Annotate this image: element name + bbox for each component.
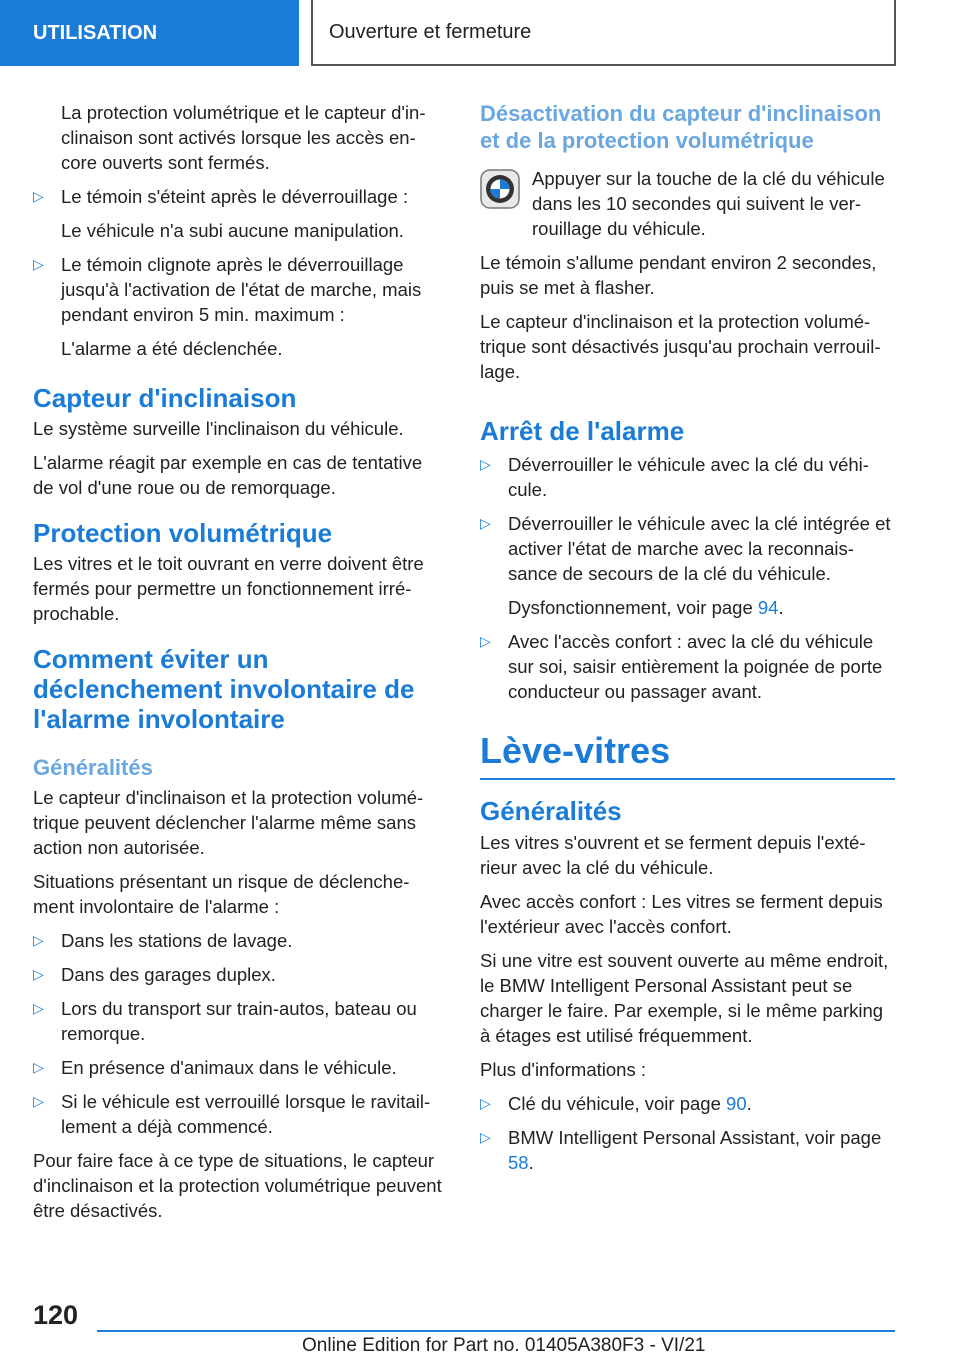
bullet-sub-text: Le véhicule n'a subi aucune manipulation. xyxy=(61,220,404,241)
section-tab xyxy=(0,0,299,66)
page-link[interactable]: 94 xyxy=(757,597,779,618)
list-item: ▷ Clé du véhicule, voir page 90. xyxy=(480,1093,752,1114)
triangle-bullet-icon: ▷ xyxy=(480,633,491,649)
intro-paragraph: La protection volumétrique et le capteur d'inclinaison sont activés lorsque les accès encore ouverts sont fermés. xyxy=(61,102,426,173)
triangle-bullet-icon: ▷ xyxy=(33,188,44,204)
triangle-bullet-icon: ▷ xyxy=(480,456,491,472)
chapter-title: Ouverture et fermeture xyxy=(329,20,532,43)
triangle-bullet-icon: ▷ xyxy=(480,515,491,531)
left-column xyxy=(33,100,443,1232)
heading-arret: Arrêt de l'alarme xyxy=(480,416,685,446)
list-item: ▷ Le témoin clignote après le déverrouillage jusqu'à l'activation de l'état de marche, mais pendant environ 5 min. maximum : xyxy=(33,254,422,325)
list-item: ▷ Le témoin s'éteint après le déverrouillage : xyxy=(33,186,409,207)
footer-divider xyxy=(97,1330,895,1332)
list-item: ▷ Lors du transport sur train-autos, bateau ou remorque. xyxy=(33,998,417,1044)
paragraph: L'alarme réagit par exemple en cas de tentative de vol d'une roue ou de remorquage. xyxy=(33,452,423,498)
triangle-bullet-icon: ▷ xyxy=(480,1129,491,1145)
subheading-generalites: Généralités xyxy=(480,796,622,826)
bullet-sub-text: Dysfonctionnement, voir page 94. xyxy=(508,597,784,618)
bullet-sub-text: L'alarme a été déclenchée. xyxy=(61,338,283,359)
heading-leve-vitres: Lève-vitres xyxy=(480,726,895,780)
list-item: ▷ Dans les stations de lavage. xyxy=(33,930,293,951)
list-item: ▷ Dans des garages duplex. xyxy=(33,964,276,985)
list-item: ▷ Déverrouiller le véhicule avec la clé intégrée et activer l'état de marche avec la reconnaissance de secours de la clé du véhicule. xyxy=(480,513,891,584)
triangle-bullet-icon: ▷ xyxy=(33,1059,44,1075)
page-number: 120 xyxy=(33,1300,79,1330)
subheading-generalites: Généralités xyxy=(33,755,153,780)
right-column xyxy=(480,100,895,1184)
triangle-bullet-icon: ▷ xyxy=(33,1093,44,1109)
list-item: ▷ En présence d'animaux dans le véhicule. xyxy=(33,1057,397,1078)
list-item: ▷ BMW Intelligent Personal Assistant, voir page 58. xyxy=(480,1127,882,1173)
triangle-bullet-icon: ▷ xyxy=(33,256,44,272)
paragraph: Le capteur d'inclinaison et la protection volumétrique peuvent déclencher l'alarme même sans action non autorisée. xyxy=(33,787,424,858)
paragraph: Les vitres et le toit ouvrant en verre doivent être fermés pour permettre un fonctionnement irréprochable. xyxy=(33,553,424,624)
heading-capteur: Capteur d'inclinaison xyxy=(33,383,297,413)
triangle-bullet-icon: ▷ xyxy=(480,1095,491,1111)
paragraph: Le système surveille l'inclinaison du véhicule. xyxy=(33,418,404,439)
heading-comment: Comment éviter un déclenchement involontaire de l'alarme involontaire xyxy=(33,644,415,734)
page-link[interactable]: 90 xyxy=(726,1093,747,1114)
footer-edition: Online Edition for Part no. 01405A380F3 - VI/21 xyxy=(302,1335,706,1356)
list-item: ▷ Déverrouiller le véhicule avec la clé du véhicule. xyxy=(480,454,869,500)
list-item: ▷ Avec l'accès confort : avec la clé du véhicule sur soi, saisir entièrement la poignée de porte conducteur ou passager avant. xyxy=(480,631,883,702)
chapter-header xyxy=(311,0,896,66)
heading-protection: Protection volumétrique xyxy=(33,518,333,548)
bmw-key-icon xyxy=(480,169,520,209)
paragraph: Le capteur d'inclinaison et la protection volumétrique sont désactivés jusqu'au prochain verrouillage. xyxy=(480,311,881,382)
triangle-bullet-icon: ▷ xyxy=(33,932,44,948)
paragraph: Avec accès confort : Les vitres se ferment depuis l'extérieur avec l'accès confort. xyxy=(480,891,883,937)
triangle-bullet-icon: ▷ xyxy=(33,1000,44,1016)
paragraph: Le témoin s'allume pendant environ 2 secondes, puis se met à flasher. xyxy=(480,252,877,298)
list-item: ▷ Si le véhicule est verrouillé lorsque le ravitaillement a déjà commencé. xyxy=(33,1091,431,1137)
paragraph: Situations présentant un risque de déclenchement involontaire de l'alarme : xyxy=(33,871,410,917)
triangle-bullet-icon: ▷ xyxy=(33,966,44,982)
paragraph: Si une vitre est souvent ouverte au même endroit, le BMW Intelligent Personal Assistant peut se charger le faire. Par exemple, si le même parking à étages est utilisé fréquemment. xyxy=(480,950,889,1046)
key-instruction xyxy=(480,166,895,241)
paragraph: Plus d'informations : xyxy=(480,1059,646,1080)
page-link[interactable]: 58 xyxy=(508,1152,529,1173)
paragraph: Pour faire face à ce type de situations, le capteur d'inclinaison et la protection volumétrique peuvent être désactivés. xyxy=(33,1150,442,1221)
paragraph: Appuyer sur la touche de la clé du véhicule dans les 10 secondes qui suivent le verrouillage du véhicule. xyxy=(532,168,885,239)
paragraph: Les vitres s'ouvrent et se ferment depuis l'extérieur avec la clé du véhicule. xyxy=(480,832,866,878)
section-label: UTILISATION xyxy=(33,21,158,44)
heading-desactivation: Désactivation du capteur d'inclinaison et de la protection volumétrique xyxy=(480,101,882,153)
